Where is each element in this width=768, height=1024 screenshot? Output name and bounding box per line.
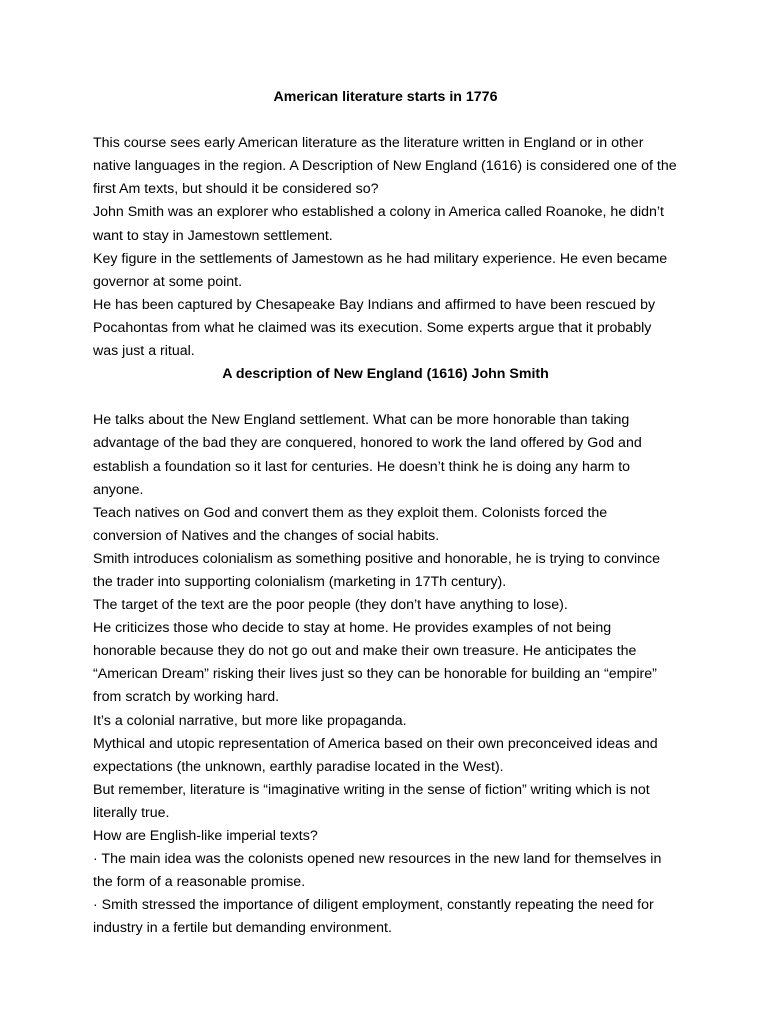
document-body — [93, 86, 678, 940]
paragraph: He has been captured by Chesapeake Bay Indians and affirmed to have been rescued by Pocahontas from what he claimed was its execution. Some experts argue that it probably was just a ritual. — [93, 296, 656, 360]
section-heading: A description of New England (1616) John Smith — [222, 366, 549, 383]
paragraph: He criticizes those who decide to stay at home. He provides examples of not being honorable because they do not go out and make their own treasure. He anticipates the “American Dream” risking their lives just so they can be honorable for building an “empire” from scratch by working hard. — [93, 620, 657, 706]
blank-line — [93, 109, 678, 132]
blank-line — [93, 386, 678, 409]
page-title: American literature starts in 1776 — [273, 89, 498, 105]
paragraph: Mythical and utopic representation of America based on their own preconceived ideas and expectations (the unknown, earthly paradise located in the West). — [93, 735, 658, 775]
paragraph: Smith introduces colonialism as something positive and honorable, he is trying to convince the trader into supporting colonialism (marketing in 17Th century). — [93, 550, 661, 590]
paragraph: How are English-like imperial texts? — [93, 828, 318, 844]
paragraph: Key figure in the settlements of Jamestown as he had military experience. He even became governor at some point. — [93, 250, 668, 290]
paragraph: This course sees early American literature as the literature written in England or in other native languages in the region. A Description of New England (1616) is considered one of the first Am texts, but should it be considered so? — [93, 135, 677, 198]
paragraph: But remember, literature is “imaginative writing in the sense of fiction” writing which is not literally true. — [93, 781, 650, 821]
paragraph: John Smith was an explorer who established a colony in America called Roanoke, he didn’t want to stay in Jamestown settlement. — [93, 204, 664, 244]
bullet-paragraph: · The main idea was the colonists opened new resources in the new land for themselves in the form of a reasonable promise. — [93, 851, 662, 891]
paragraph: It’s a colonial narrative, but more like propaganda. — [93, 712, 407, 729]
paragraph: The target of the text are the poor people (they don’t have anything to lose). — [93, 597, 568, 614]
bullet-paragraph: · Smith stressed the importance of diligent employment, constantly repeating the need for industry in a fertile but demanding environment. — [93, 897, 654, 937]
paragraph: He talks about the New England settlement. What can be more honorable than taking advantage of the bad they are conquered, honored to work the land offered by God and establish a foundation so it last for centuries. He doesn’t think he is doing any harm to anyone. — [93, 412, 642, 498]
paragraph: Teach natives on God and convert them as they exploit them. Colonists forced the conversion of Natives and the changes of social habits. — [93, 504, 608, 544]
